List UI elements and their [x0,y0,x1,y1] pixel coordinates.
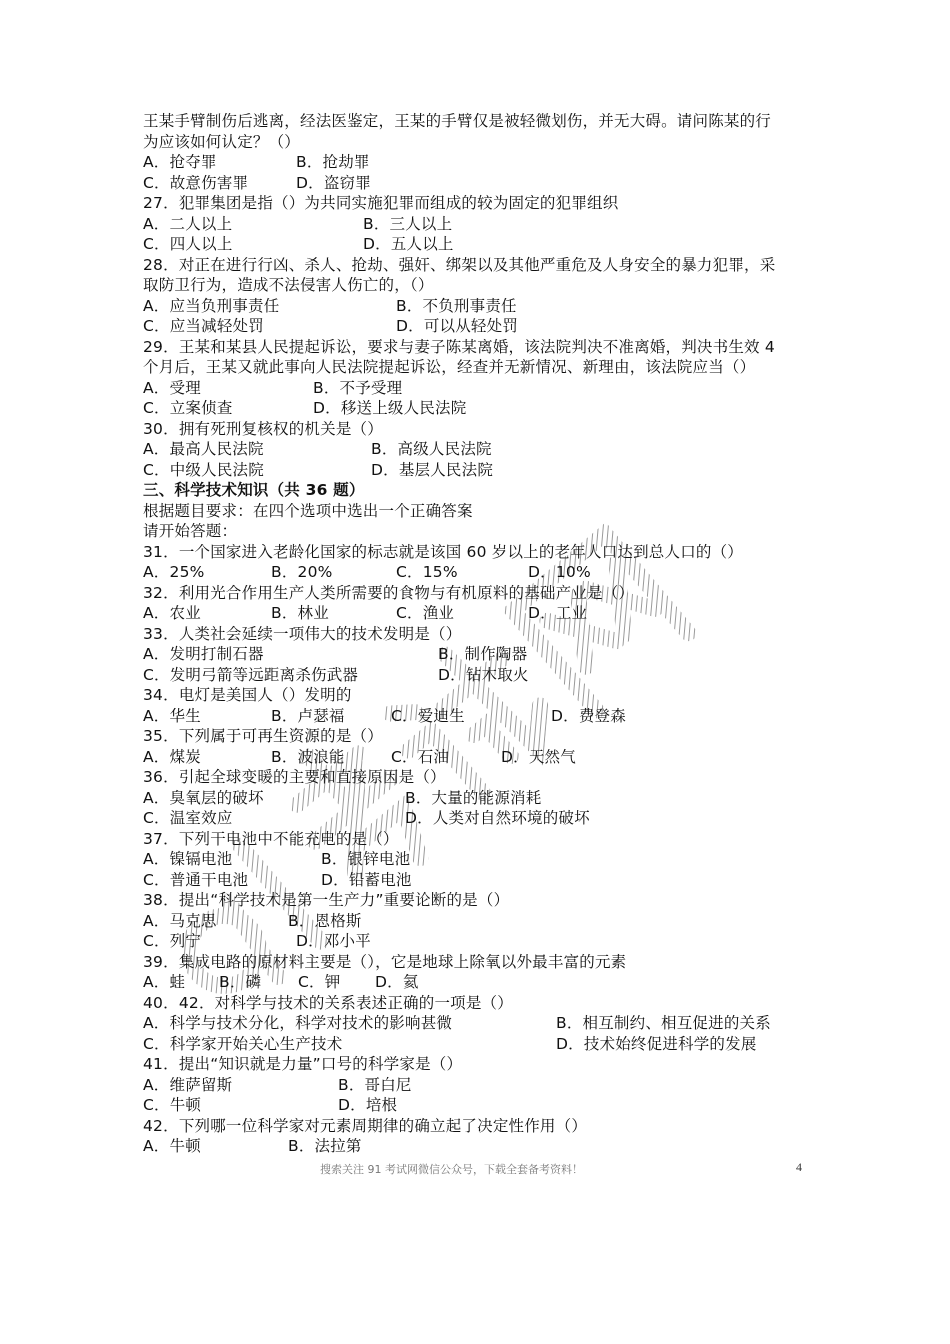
option-text: A．发明打制石器 [143,645,264,663]
text-line [143,993,823,1014]
option-text: C．钾 [298,973,341,991]
text-line [143,439,823,460]
line-text: 三、科学技术知识（共 36 题） [143,481,365,499]
option-text: D．移送上级人民法院 [313,399,467,417]
option-text: B．磷 [219,973,262,991]
text-line [143,173,823,194]
option-text: A．抢夺罪 [143,153,217,171]
option-text: B．相互制约、相互促进的关系 [556,1014,771,1032]
option-text: C．发明弓箭等远距离杀伤武器 [143,665,359,684]
text-line [143,726,823,747]
option-text: D．钻木取火 [438,665,529,684]
option-text: A．镍镉电池 [143,850,233,868]
option-text: D．技术始终促进科学的发展 [556,1034,757,1053]
option-text: B．卢瑟福 [271,706,345,725]
option-text: B．波浪能 [271,747,345,766]
line-text: 42．下列哪一位科学家对元素周期律的确立起了决定性作用（） [143,1116,588,1135]
text-line [143,583,823,604]
text-line [143,870,823,891]
option-text: B．林业 [271,604,329,622]
text-line [143,952,823,973]
text-line [143,111,823,132]
option-text: B．法拉第 [288,1137,362,1155]
text-line [143,275,823,296]
line-text: 33．人类社会延续一项伟大的技术发明是（） [143,624,462,643]
text-line [143,234,823,255]
option-text: C．石油 [391,747,450,766]
option-text: C．故意伤害罪 [143,173,249,192]
option-text: D．盗窃罪 [296,173,371,192]
option-text: B．哥白尼 [338,1075,412,1094]
option-text: B．不负刑事责任 [396,296,517,315]
option-text: B．制作陶器 [438,645,528,663]
line-text: 31．一个国家进入老龄化国家的标志就是该国 60 岁以上的老年人口达到总人口的（） [143,542,744,561]
text-line [143,931,823,952]
text-line [143,1054,823,1075]
option-text: A．受理 [143,378,201,397]
line-text: 为应该如何认定？（） [143,132,301,151]
option-text: C．应当减轻处罚 [143,317,264,335]
option-text: C．15% [396,563,458,581]
option-text: B．抢劫罪 [296,153,370,171]
option-text: B．三人以上 [363,214,453,233]
text-line [143,398,823,419]
option-text: A．科学与技术分化，科学对技术的影响甚微 [143,1014,453,1032]
text-line [143,193,823,214]
text-line [143,603,823,624]
option-text: A．应当负刑事责任 [143,296,280,315]
option-text: B．不予受理 [313,378,403,397]
text-line [143,460,823,481]
page-number: 4 [796,1160,802,1174]
text-line [143,767,823,788]
option-text: A．最高人民法院 [143,440,264,458]
option-text: D．10% [528,563,591,581]
option-text: B．银锌电池 [321,850,411,868]
text-line [143,562,823,583]
text-line [143,1013,823,1034]
option-text: A．维萨留斯 [143,1075,233,1094]
text-line [143,624,823,645]
text-line [143,337,823,358]
text-line [143,972,823,993]
text-line [143,255,823,276]
text-line [143,890,823,911]
text-line [143,542,823,563]
option-text: A．臭氧层的破坏 [143,788,264,807]
option-text: A．华生 [143,706,201,725]
line-text: 39．集成电路的原材料主要是（），它是地球上除氧以外最丰富的元素 [143,952,627,971]
option-text: B．20% [271,563,333,581]
option-text: D．工业 [528,604,588,622]
text-line [143,521,823,542]
option-text: B．高级人民法院 [371,440,492,458]
option-text: C．爱迪生 [391,706,465,725]
line-text: 请开始答题： [143,522,238,540]
line-text: 36．引起全球变暖的主要和直接原因是（） [143,768,446,786]
option-text: C．科学家开始关心生产技术 [143,1034,343,1053]
option-text: C．立案侦查 [143,399,233,417]
text-line [143,378,823,399]
option-text: A．马克思 [143,911,217,930]
line-text: 取防卫行为，造成不法侵害人伤亡的，（） [143,276,434,294]
option-text: A．农业 [143,604,201,622]
text-line [143,316,823,337]
option-text: C．中级人民法院 [143,460,264,479]
text-line [143,911,823,932]
text-line [143,849,823,870]
line-text: 29．王某和某县人民提起诉讼，要求与妻子陈某离婚，该法院判决不准离婚，判决书生效 4 [143,337,775,356]
option-text: B．恩格斯 [288,911,362,930]
text-line [143,747,823,768]
text-line [143,829,823,850]
line-text: 27．犯罪集团是指（）为共同实施犯罪而组成的较为固定的犯罪组织 [143,194,619,212]
option-text: D．培根 [338,1096,398,1114]
option-text: A．二人以上 [143,214,233,233]
line-text: 32．利用光合作用生产人类所需要的食物与有机原料的基础产业是（） [143,583,635,602]
text-line [143,1075,823,1096]
text-line [143,214,823,235]
document-page [143,111,823,1157]
option-text: C．渔业 [396,604,455,622]
option-text: D．可以从轻处罚 [396,317,519,335]
option-text: D．铅蓄电池 [321,870,412,889]
option-text: C．温室效应 [143,809,233,827]
text-line [143,357,823,378]
option-text: D．基层人民法院 [371,460,494,479]
option-text: C．普通干电池 [143,870,249,889]
text-line [143,644,823,665]
option-text: D．邓小平 [296,932,371,950]
text-line [143,132,823,153]
line-text: 根据题目要求：在四个选项中选出一个正确答案 [143,501,473,520]
option-text: D．氦 [375,973,419,991]
text-line [143,1034,823,1055]
text-line [143,665,823,686]
footer-text: 搜索关注 91 考试网微信公众号，下载全套备考资料！ [320,1163,583,1176]
line-text: 40．42．对科学与技术的关系表述正确的一项是（） [143,993,513,1012]
option-text: A．煤炭 [143,747,201,766]
text-line [143,501,823,522]
line-text: 37．下列干电池中不能充电的是（） [143,829,399,848]
line-text: 38．提出“科学技术是第一生产力”重要论断的是（） [143,891,510,909]
line-text: 28．对正在进行行凶、杀人、抢劫、强奸、绑架以及其他严重危及人身安全的暴力犯罪，采 [143,255,776,274]
text-line [143,152,823,173]
option-text: D．人类对自然环境的破坏 [405,809,590,827]
option-text: A．蛙 [143,973,186,991]
line-text: 个月后，王某又就此事向人民法院提起诉讼，经查并无新情况、新理由，该法院应当（） [143,358,756,376]
option-text: D．费登森 [551,706,626,725]
line-text: 35．下列属于可再生资源的是（） [143,727,383,745]
option-text: B．大量的能源消耗 [405,788,542,807]
option-text: A．25% [143,563,205,581]
option-text: C．四人以上 [143,235,233,253]
text-line [143,808,823,829]
option-text: D．天然气 [501,747,576,766]
line-text: 41．提出“知识就是力量”口号的科学家是（） [143,1055,463,1073]
option-text: C．列宁 [143,932,202,950]
text-line [143,685,823,706]
text-line [143,1136,823,1157]
text-line [143,788,823,809]
option-text: A．牛顿 [143,1137,201,1155]
text-line [143,1095,823,1116]
line-text: 30．拥有死刑复核权的机关是（） [143,419,383,438]
line-text: 34．电灯是美国人（）发明的 [143,686,352,704]
text-line [143,419,823,440]
section-heading [143,480,823,501]
text-line [143,296,823,317]
text-line [143,706,823,727]
line-text: 王某手臂制伤后逃离，经法医鉴定，王某的手臂仅是被轻微划伤，并无大碍。请问陈某的行 [143,112,772,130]
option-text: D．五人以上 [363,235,454,253]
option-text: C．牛顿 [143,1096,202,1114]
text-line [143,1116,823,1137]
